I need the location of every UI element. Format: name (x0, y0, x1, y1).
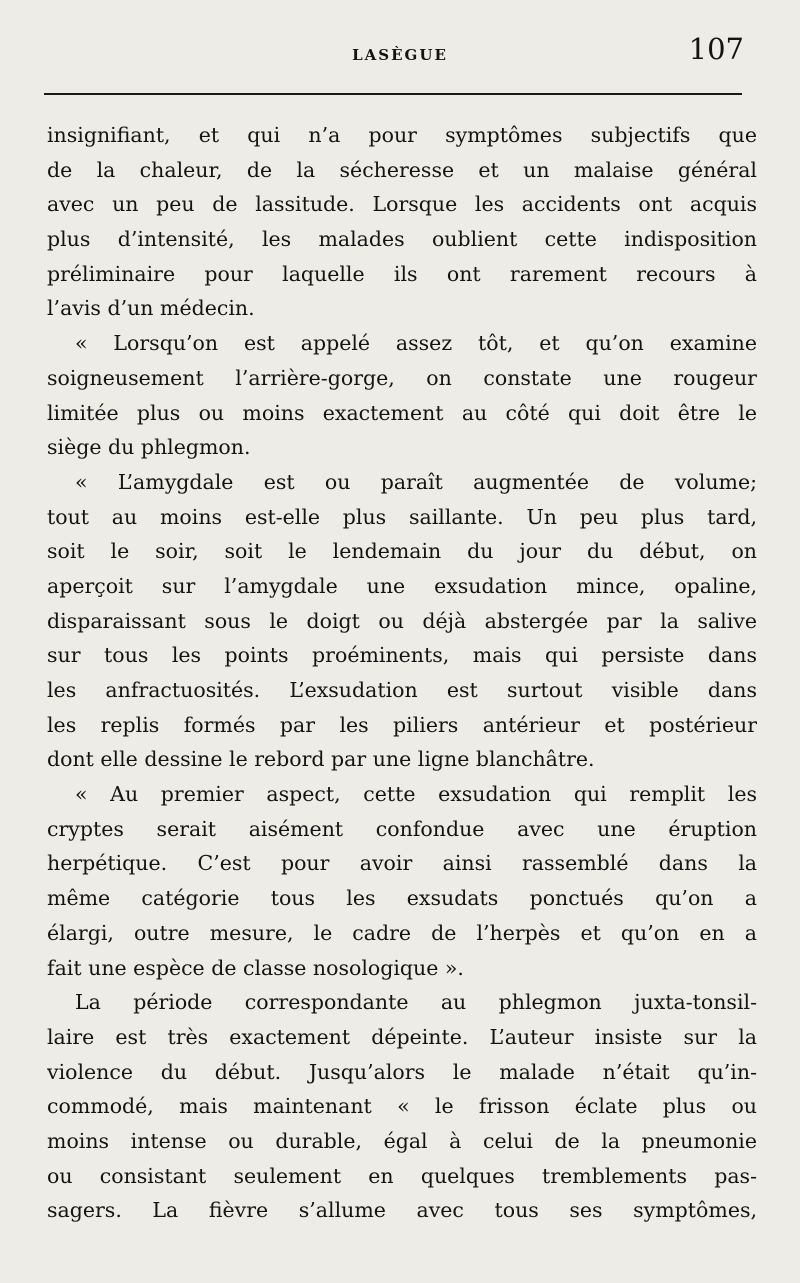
text-line: tout au moins est-elle plus saillante. Un peu plus tard, (47, 504, 757, 529)
text-line: limitée plus ou moins exactement au côté qui doit être le (47, 400, 757, 425)
text-line: dont elle dessine le rebord par une ligne blanchâtre. (47, 747, 595, 772)
text-line: soit le soir, soit le lendemain du jour du début, on (47, 539, 757, 564)
text-line: ou consistant seulement en quelques tremblements pas- (47, 1163, 757, 1188)
body-text (47, 118, 757, 1228)
text-line: « L’amygdale est ou paraît augmentée de volume; (75, 469, 757, 494)
text-line: soigneusement l’arrière-gorge, on constate une rougeur (47, 365, 757, 390)
paragraph (47, 326, 757, 465)
text-line: cryptes serait aisément confondue avec une éruption (47, 816, 757, 841)
text-line: disparaissant sous le doigt ou déjà abstergée par la salive (47, 608, 757, 633)
paragraph (47, 777, 757, 985)
text-line: de la chaleur, de la sécheresse et un malaise général (47, 157, 757, 182)
text-line: l’avis d’un médecin. (47, 296, 255, 321)
running-title: LASÈGUE (352, 46, 448, 64)
text-line: commodé, mais maintenant « le frisson éclate plus ou (47, 1094, 757, 1119)
text-line: fait une espèce de classe nosologique ». (47, 955, 464, 980)
text-line: laire est très exactement dépeinte. L’auteur insiste sur la (47, 1024, 757, 1049)
text-line: sur tous les points proéminents, mais qui persiste dans (47, 643, 757, 668)
text-line: les anfractuosités. L’exsudation est surtout visible dans (47, 678, 757, 702)
text-line: violence du début. Jusqu’alors le malade n’était qu’in- (47, 1059, 757, 1084)
header-rule (44, 93, 742, 95)
text-line: « Lorsqu’on est appelé assez tôt, et qu’on examine (75, 331, 757, 356)
text-line: herpétique. C’est pour avoir ainsi rassemblé dans la (47, 851, 757, 876)
text-line: plus d’intensité, les malades oublient cette indisposition (47, 227, 757, 252)
text-line: sagers. La fièvre s’allume avec tous ses symptômes, (47, 1198, 757, 1223)
text-line: avec un peu de lassitude. Lorsque les accidents ont acquis (47, 192, 757, 217)
text-line: insignifiant, et qui n’a pour symptômes subjectifs que (47, 123, 757, 147)
text-line: élargi, outre mesure, le cadre de l’herpès et qu’on en a (47, 920, 757, 945)
text-line: préliminaire pour laquelle ils ont rarement recours à (47, 261, 757, 286)
page-number: 107 (688, 32, 744, 66)
text-line: La période correspondante au phlegmon juxta-tonsil- (75, 990, 757, 1015)
text-line: moins intense ou durable, égal à celui de la pneumonie (47, 1128, 757, 1153)
text-line: siège du phlegmon. (47, 435, 251, 460)
text-line: aperçoit sur l’amygdale une exsudation mince, opaline, (47, 573, 757, 598)
text-line: même catégorie tous les exsudats ponctués qu’on a (47, 886, 757, 911)
text-line: « Au premier aspect, cette exsudation qui remplit les (75, 782, 757, 807)
paragraph (47, 985, 757, 1228)
paragraph (47, 118, 757, 326)
paragraph (47, 465, 757, 777)
text-line: les replis formés par les piliers antérieur et postérieur (47, 712, 757, 737)
